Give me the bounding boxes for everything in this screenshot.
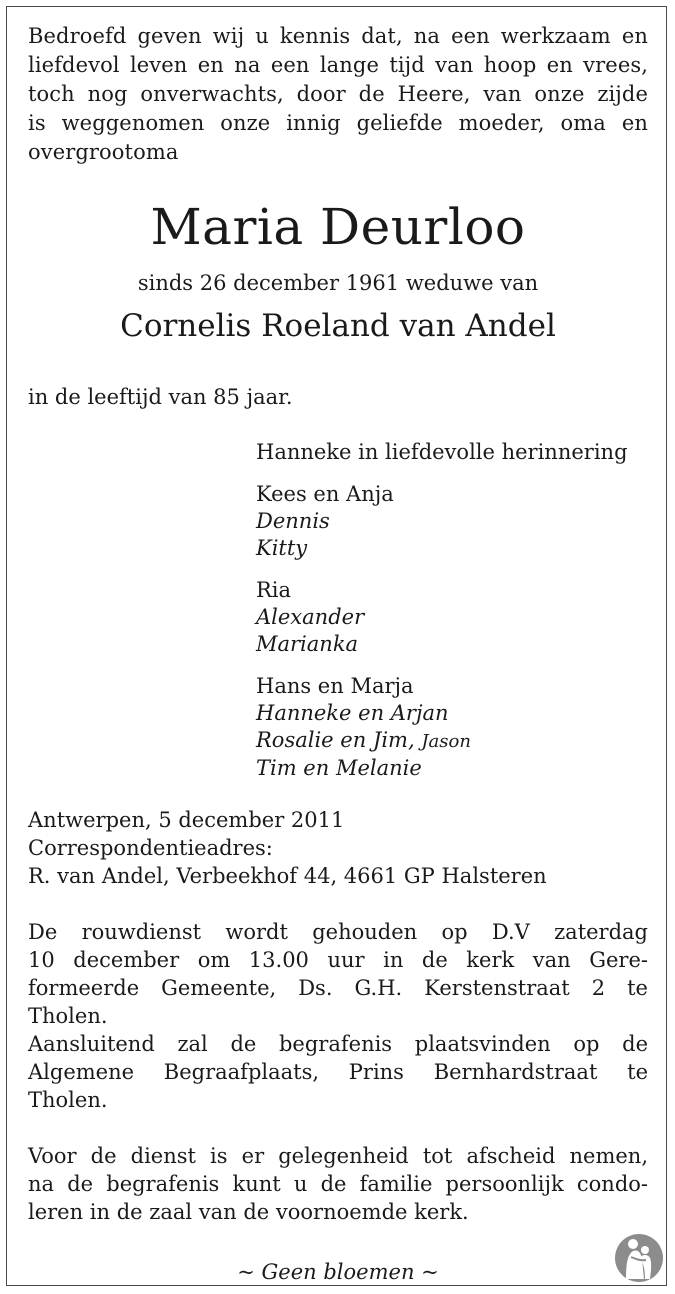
family-member: Hans en Marja [256, 674, 414, 698]
family-member: Kees en Anja [256, 482, 394, 506]
deceased-name: Maria Deurloo [150, 198, 526, 256]
family-child: Tim en Melanie [256, 756, 422, 780]
family-group [256, 481, 648, 562]
condolence-line: Voor de dienst is er gelegenheid tot afscheid nemen, [28, 1144, 648, 1168]
family-child: Dennis [256, 509, 330, 533]
intro-line: liefdevol leven en na een lange tijd van hoop en vrees, [28, 53, 648, 77]
intro-line: overgrootoma [28, 140, 179, 164]
age-line: in de leeftijd van 85 jaar. [28, 385, 293, 409]
place-date: Antwerpen, 5 december 2011 [28, 808, 345, 832]
great-grandchild: Jason [421, 731, 471, 752]
obituary-content [28, 22, 648, 1286]
condolence-line: na de begrafenis kunt u de familie persoonlijk condo- [28, 1172, 648, 1196]
family-group [256, 439, 648, 466]
family-child: Alexander [256, 605, 365, 629]
family-member: Ria [256, 578, 292, 602]
intro-line: toch nog onverwachts, door de Heere, van onze zijde [28, 82, 648, 106]
closing-note: ~ Geen bloemen ~ [237, 1260, 439, 1284]
embracing-figures-icon [614, 1233, 664, 1283]
intro-paragraph [28, 22, 648, 167]
condolence-paragraph [28, 1142, 648, 1226]
service-line: Tholen. [28, 1088, 108, 1112]
family-group [256, 577, 648, 658]
correspondence-label: Correspondentieadres: [28, 836, 273, 860]
service-line: formeerde Gemeente, Ds. G.H. Kerstenstraat 2 te [28, 976, 648, 1000]
family-list [256, 439, 648, 782]
condolence-line: leren in de zaal van de voornoemde kerk. [28, 1200, 469, 1224]
service-line: 10 december om 13.00 uur in de kerk van Gere- [28, 948, 648, 972]
service-line: De rouwdienst wordt gehouden op D.V zaterdag [28, 920, 648, 944]
intro-line: Bedroefd geven wij u kennis dat, na een werkzaam en [28, 24, 648, 48]
family-child-name: Rosalie en Jim, [256, 728, 415, 752]
service-line: Tholen. [28, 1004, 108, 1028]
family-group [256, 673, 648, 782]
family-member: Hanneke in liefdevolle herinnering [256, 440, 628, 464]
family-child [256, 727, 648, 755]
service-line: Algemene Begraafplaats, Prins Bernhardstraat te [28, 1060, 648, 1084]
intro-line: is weggenomen onze innig geliefde moeder, oma en [28, 111, 648, 135]
family-child: Kitty [256, 536, 308, 560]
service-paragraph [28, 918, 648, 1114]
husband-name: Cornelis Roeland van Andel [120, 308, 556, 344]
service-line: Aansluitend zal de begrafenis plaatsvinden op de [28, 1032, 648, 1056]
family-child: Marianka [256, 632, 359, 656]
correspondence-address: R. van Andel, Verbeekhof 44, 4661 GP Halsteren [28, 864, 547, 888]
place-and-address [28, 806, 648, 890]
family-child: Hanneke en Arjan [256, 701, 449, 725]
widow-line: sinds 26 december 1961 weduwe van [137, 271, 539, 295]
